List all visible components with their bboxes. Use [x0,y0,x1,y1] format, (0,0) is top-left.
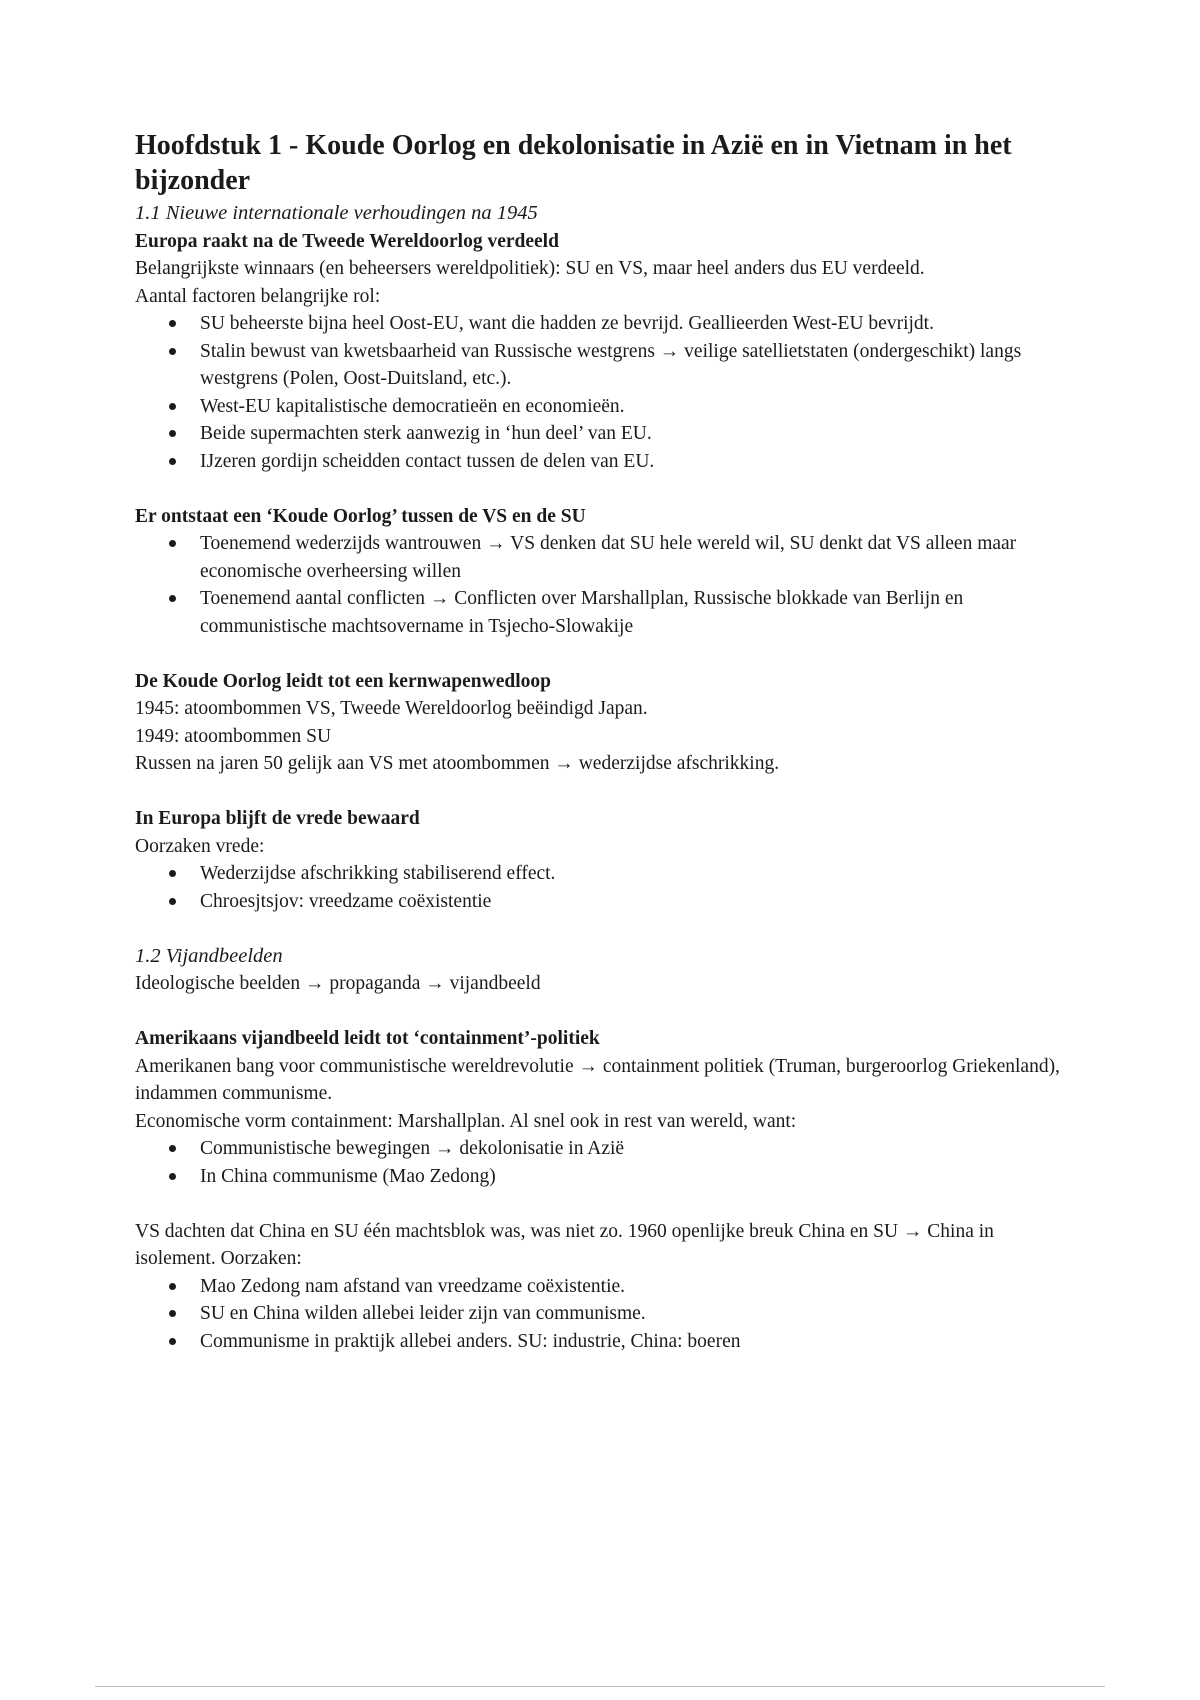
blank-line [135,640,1065,668]
document-content [135,128,1065,1355]
bullet-item: Toenemend wederzijds wantrouwen → VS denken dat SU hele wereld wil, SU denkt dat VS alleen maar economische overheersing willen [200,530,1065,585]
paragraph: 1945: atoombommen VS, Tweede Wereldoorlog beëindigd Japan. [135,698,648,719]
section-heading: Europa raakt na de Tweede Wereldoorlog verdeeld [135,230,559,252]
bullet-item: SU beheerste bijna heel Oost-EU, want die hadden ze bevrijd. Geallieerden West-EU bevrijdt. [200,310,1065,338]
bullet-list [135,860,1065,915]
bullet-item: Wederzijdse afschrikking stabiliserend effect. [200,860,1065,888]
section-heading: Amerikaans vijandbeeld leidt tot ‘containment’-politiek [135,1028,600,1049]
page-break-divider [95,1686,1105,1687]
paragraph: Belangrijkste winnaars (en beheersers wereldpolitiek): SU en VS, maar heel anders dus EU verdeeld. [135,258,925,279]
paragraph: Aantal factoren belangrijke rol: [135,285,381,307]
paragraph: Economische vorm containment: Marshallplan. Al snel ook in rest van wereld, want: [135,1110,797,1132]
bullet-item: Toenemend aantal conflicten → Conflicten over Marshallplan, Russische blokkade van Berlijn en communistische machtsovername in Tsjecho-Slowakije [200,585,1065,640]
blank-line [135,778,1065,806]
blank-line [135,998,1065,1026]
bullet-item: Communistische bewegingen → dekolonisatie in Azië [200,1135,1065,1163]
bullet-list [135,310,1065,475]
section-subtitle: 1.1 Nieuwe internationale verhoudingen na 1945 [135,202,538,224]
section-heading: Er ontstaat een ‘Koude Oorlog’ tussen de VS en de SU [135,505,586,527]
bullet-item: Stalin bewust van kwetsbaarheid van Russische westgrens → veilige satellietstaten (ondergeschikt) langs westgrens (Polen, Oost-Duitsland, etc.). [200,338,1065,393]
bullet-item: Mao Zedong nam afstand van vreedzame coëxistentie. [200,1273,1065,1301]
bullet-item: Chroesjtsjov: vreedzame coëxistentie [200,888,1065,916]
paragraph: Russen na jaren 50 gelijk aan VS met atoombommen → wederzijdse afschrikking. [135,753,780,774]
blank-line [135,1190,1065,1218]
bullet-list [135,1135,1065,1190]
paragraph: 1949: atoombommen SU [135,725,332,747]
bullet-list [135,530,1065,640]
paragraph: Ideologische beelden → propaganda → vijandbeeld [135,973,541,994]
blank-line [135,475,1065,503]
bullet-list [135,1273,1065,1356]
bullet-item: SU en China wilden allebei leider zijn van communisme. [200,1300,1065,1328]
section-heading: De Koude Oorlog leidt tot een kernwapenwedloop [135,670,551,692]
document-title: Hoofdstuk 1 - Koude Oorlog en dekolonisatie in Azië en in Vietnam in het bijzonder [135,130,1012,196]
bullet-item: IJzeren gordijn scheidden contact tussen de delen van EU. [200,448,1065,476]
section-subtitle: 1.2 Vijandbeelden [135,944,283,967]
paragraph: Oorzaken vrede: [135,835,265,857]
section-heading: In Europa blijft de vrede bewaard [135,808,420,829]
bullet-item: Beide supermachten sterk aanwezig in ‘hun deel’ van EU. [200,420,1065,448]
blank-line [135,915,1065,943]
bullet-item: Communisme in praktijk allebei anders. SU: industrie, China: boeren [200,1328,1065,1356]
bullet-item: West-EU kapitalistische democratieën en economieën. [200,393,1065,421]
paragraph: VS dachten dat China en SU één machtsblok was, was niet zo. 1960 openlijke breuk China en SU → China in isolement. Oorzaken: [135,1220,994,1269]
bullet-item: In China communisme (Mao Zedong) [200,1163,1065,1191]
paragraph: Amerikanen bang voor communistische wereldrevolutie → containment politiek (Truman, burgeroorlog Griekenland), indammen communisme. [135,1055,1060,1104]
